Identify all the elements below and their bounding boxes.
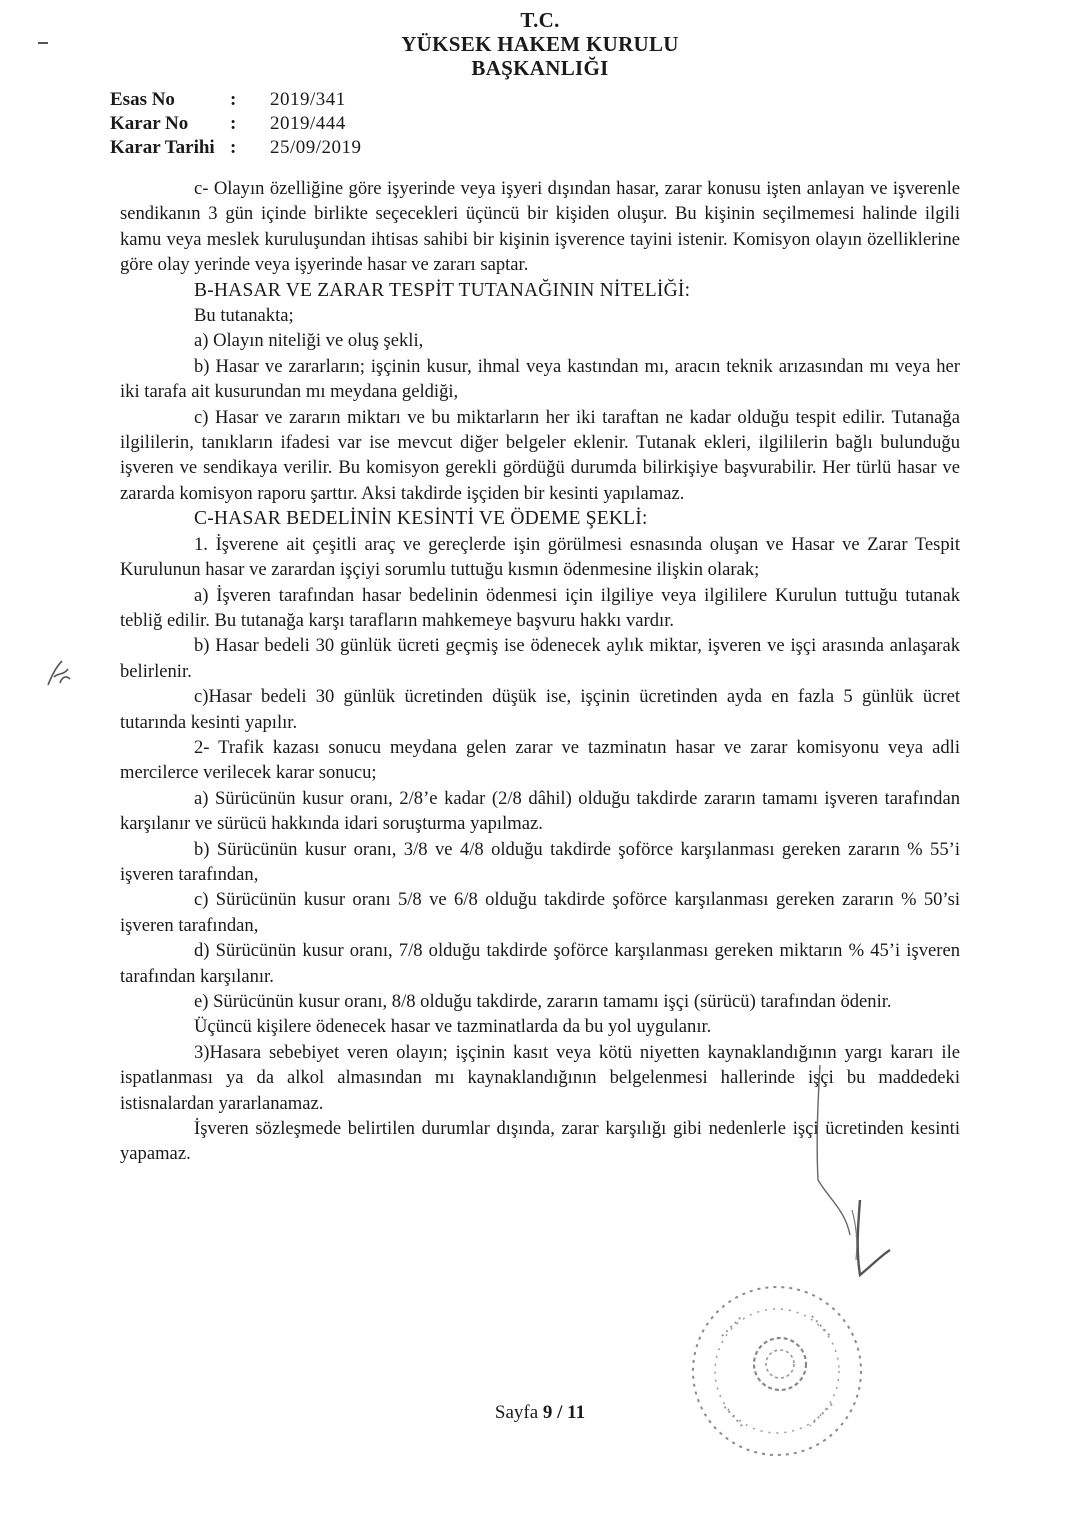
official-seal-stamp (682, 1276, 872, 1471)
case-info-row (110, 88, 362, 112)
document-body (120, 176, 960, 1167)
header-line-3: BAŞKANLIĞI (471, 56, 609, 80)
paragraph: b) Hasar ve zararların; işçinin kusur, ihmal veya kastından mı, aracın teknik arızasından mı veya her iki tarafa ait kusurundan mı meydana geldiği, (120, 355, 960, 403)
paragraph: 3)Hasara sebebiyet veren olayın; işçinin kasıt veya kötü niyetten kaynaklandığının yargı kararı ile ispatlanması ya da alkol almasından mı kaynaklandığının belgelenmesi hallerinde işçi bu maddedeki istisnalardan yararlanamaz. (120, 1041, 960, 1114)
case-info-separator: : (230, 137, 237, 158)
case-info-separator: : (230, 113, 237, 134)
page-number: 9 / 11 (542, 1402, 586, 1423)
scan-mark (38, 42, 48, 44)
paragraph: Bu tutanakta; (194, 305, 294, 327)
header-line-2: YÜKSEK HAKEM KURULU (401, 32, 679, 56)
paragraph: a) İşveren tarafından hasar bedelinin ödenmesi için ilgiliye veya ilgililere Kurulun tuttuğu tutanak tebliğ edilir. Bu tutanağa karşı tarafların mahkemeye başvuru hakkı vardır. (120, 584, 960, 631)
paragraph: e) Sürücünün kusur oranı, 8/8 olduğu takdirde, zararın tamamı işçi (sürücü) tarafından ödenir. (194, 991, 892, 1012)
paragraph: İşveren sözleşmede belirtilen durumlar dışında, zarar karşılığı gibi nedenlerle işçi ücretinden kesinti yapamaz. (120, 1118, 960, 1165)
paragraph: 2- Trafik kazası sonucu meydana gelen zarar ve tazminatın hasar ve zarar komisyonu veya adli mercilerce verilecek karar sonucu; (120, 736, 960, 784)
paragraph: 1. İşverene ait çeşitli araç ve gereçlerde işin görülmesi esnasında oluşan ve Hasar ve Zarar Tespit Kurulunun hasar ve zarardan işçiyi sorumlu tuttuğu kısmın ödenmesine ilişkin olarak; (120, 533, 960, 581)
section-heading: B-HASAR VE ZARAR TESPİT TUTANAĞININ NİTELİĞİ: (194, 279, 691, 301)
paragraph: c) Sürücünün kusur oranı 5/8 ve 6/8 olduğu takdirde şoförce karşılanması gereken zararın % 50’si işveren tarafından, (120, 889, 960, 936)
paragraph: a) Olayın niteliği ve oluş şekli, (194, 330, 424, 352)
case-info-label: Esas No (110, 89, 175, 110)
section-heading: C-HASAR BEDELİNİN KESİNTİ VE ÖDEME ŞEKLİ: (194, 508, 648, 530)
document-header (340, 8, 740, 80)
page-number-prefix: Sayfa (494, 1402, 539, 1423)
handwritten-signature (790, 1060, 910, 1305)
header-line-1: T.C. (520, 8, 560, 32)
case-info-row (110, 112, 362, 136)
case-info-label: Karar No (110, 113, 189, 134)
case-info-label: Karar Tarihi (110, 137, 215, 158)
case-info (110, 88, 362, 160)
paragraph: d) Sürücünün kusur oranı, 7/8 olduğu takdirde şoförce karşılanması gereken miktarın % 45’i işveren tarafından karşılanır. (120, 940, 960, 987)
paragraph: c- Olayın özelliğine göre işyerinde veya işyeri dışından hasar, zarar konusu işten anlayan ve işverenle sendikanın 3 gün içinde birlikte seçecekleri üçüncü bir kişiden oluşur. Bu kişinin seçilmemesi halinde ilgili kamu veya meslek kuruluşundan ihtisas sahibi bir kişinin işverence tayini istenir. Komisyon olayın özelliklerine göre olay yerinde veya işyerinde hasar ve zararı saptar. (120, 178, 960, 276)
initials-mark (44, 655, 74, 696)
paragraph: c) Hasar ve zararın miktarı ve bu miktarların her iki taraftan ne kadar olduğu tespit edilir. Tutanağa ilgililerin, tanıkların ifadesi var ise mevcut diğer belgeler eklenir. Tutanak ekleri, ilgililerin bağlı bulunduğu işveren ve sendikaya verilir. Bu komisyon gerekli gördüğü durumda bilirkişiye başvurabilir. Her türlü hasar ve zararda komisyon raporu şarttır. Aksi takdirde işçiden bir kesinti yapılamaz. (120, 406, 960, 504)
case-info-value: 25/09/2019 (270, 137, 362, 158)
case-info-value: 2019/341 (270, 89, 346, 110)
paragraph: a) Sürücünün kusur oranı, 2/8’e kadar (2/8 dâhil) olduğu takdirde zararın tamamı işveren tarafından karşılanır ve sürücü hakkında idari soruşturma yapılmaz. (120, 787, 960, 835)
paragraph: b) Sürücünün kusur oranı, 3/8 ve 4/8 olduğu takdirde şoförce karşılanması gereken zararın % 55’i işveren tarafından, (120, 838, 960, 885)
paragraph: b) Hasar bedeli 30 günlük ücreti geçmiş ise ödenecek aylık miktar, işveren ve işçi arasında anlaşarak belirlenir. (120, 635, 960, 682)
paragraph: Üçüncü kişilere ödenecek hasar ve tazminatlarda da bu yol uygulanır. (194, 1016, 712, 1038)
case-info-row (110, 136, 362, 160)
paragraph: c)Hasar bedeli 30 günlük ücretinden düşük ise, işçinin ücretinden ayda en fazla 5 günlük ücret tutarında kesinti yapılır. (120, 686, 960, 733)
page-footer (0, 1402, 1080, 1424)
case-info-value: 2019/444 (270, 113, 346, 134)
case-info-separator: : (230, 89, 237, 110)
